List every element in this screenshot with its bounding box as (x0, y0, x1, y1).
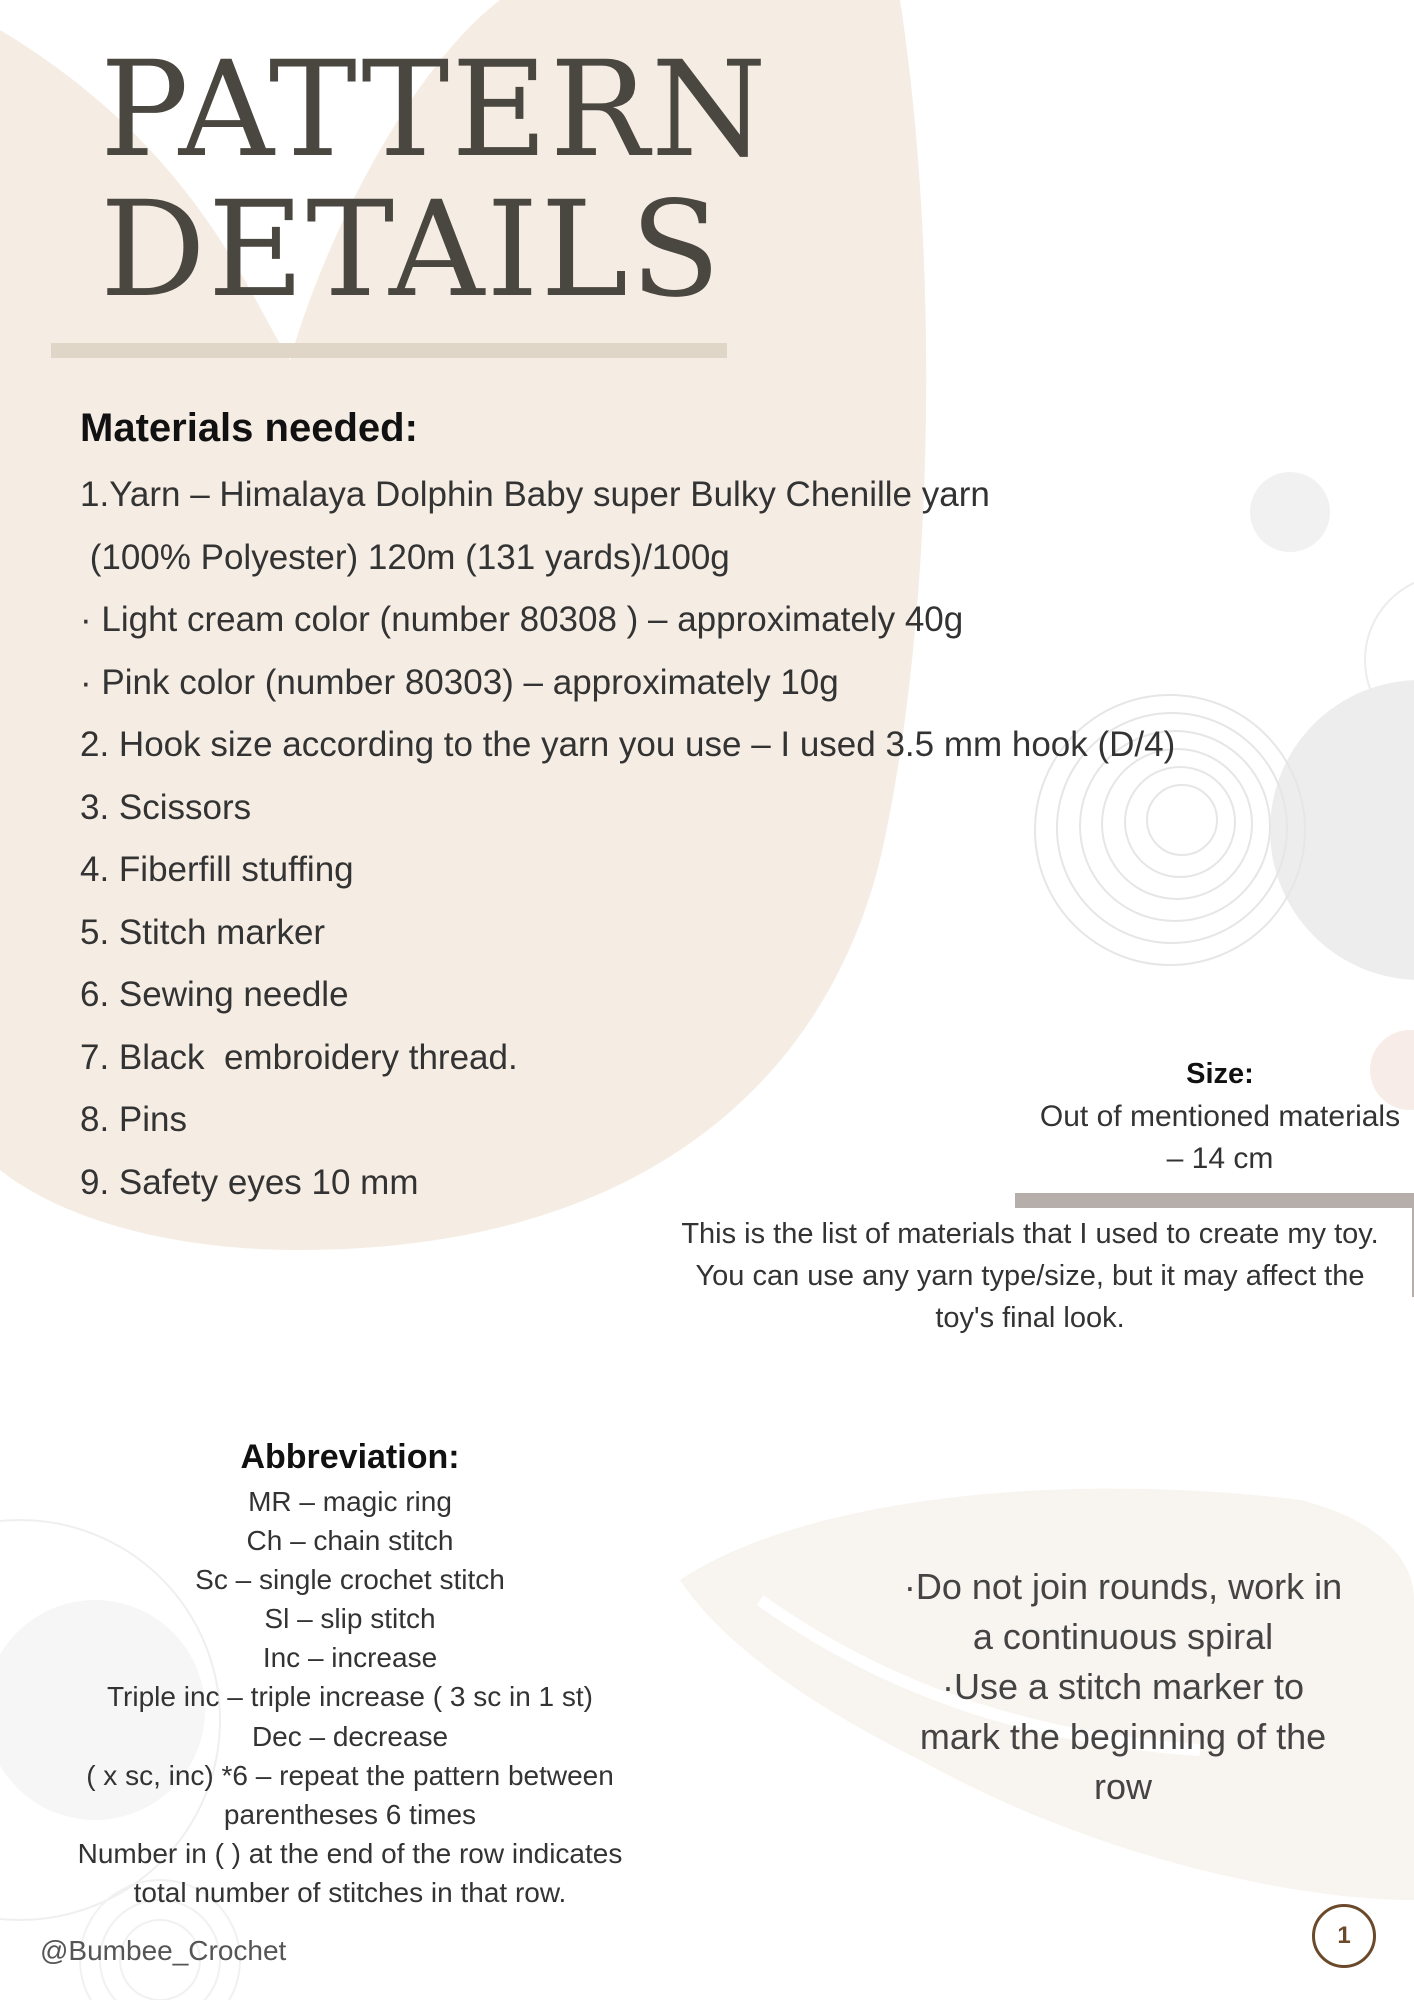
material-item: 2. Hook size according to the yarn you use – I used 3.5 mm hook (D/4) (80, 725, 1176, 764)
abbreviation-item: parentheses 6 times (223, 1798, 477, 1830)
note-line-2: You can use any yarn type/size, but it may affect the (695, 1260, 1365, 1292)
note-line-1: This is the list of materials that I used to create my toy. (681, 1218, 1379, 1250)
materials-note (650, 1213, 1410, 1339)
abbreviation-item: MR – magic ring (248, 1486, 452, 1517)
note-line-3: toy's final look. (935, 1302, 1125, 1334)
material-item: 1.Yarn – Himalaya Dolphin Baby super Bulky Chenille yarn (80, 475, 990, 514)
abbreviation-item: Triple inc – triple increase ( 3 sc in 1 st) (106, 1681, 594, 1713)
abbreviation-block (40, 1432, 660, 1912)
gray-circle (1270, 680, 1414, 980)
size-heading: Size: (1186, 1058, 1254, 1090)
page-title (100, 33, 769, 327)
tip-line: ·Use a stitch marker to (941, 1666, 1305, 1707)
material-item: 6. Sewing needle (80, 975, 349, 1014)
title-divider (51, 343, 727, 358)
author-handle: @Bumbee_Crochet (40, 1935, 287, 1966)
abbreviation-item: Sc – single crochet stitch (195, 1564, 505, 1596)
page-number-badge: 1 (1312, 1904, 1376, 1968)
abbreviation-item: ( x sc, inc) *6 – repeat the pattern between (86, 1759, 614, 1791)
abbreviation-item: Sl – slip stitch (264, 1603, 436, 1635)
abbreviation-item: Ch – chain stitch (246, 1525, 454, 1557)
material-item: 3. Scissors (80, 787, 252, 827)
material-item: 9. Safety eyes 10 mm (80, 1162, 419, 1202)
tips-block (880, 1562, 1366, 1812)
tip-line: mark the beginning of the (919, 1716, 1327, 1757)
material-item: · Light cream color (number 80308 ) – approximately 40g (80, 600, 964, 639)
abbreviation-list (40, 1482, 660, 1912)
abbreviation-heading: Abbreviation: (240, 1438, 460, 1476)
abbreviation-item: Number in ( ) at the end of the row indicates (77, 1837, 623, 1869)
materials-heading: Materials needed: (80, 406, 418, 450)
abbreviation-item: Inc – increase (262, 1642, 438, 1674)
size-line-2: – 14 cm (1166, 1142, 1274, 1175)
tip-line: a continuous spiral (972, 1616, 1274, 1657)
abbreviation-item: total number of stitches in that row. (133, 1876, 567, 1908)
tip-line: row (1093, 1766, 1152, 1807)
material-item: 4. Fiberfill stuffing (80, 850, 354, 889)
size-line-1: Out of mentioned materials (1039, 1100, 1401, 1133)
material-item: 5. Stitch marker (80, 912, 326, 952)
size-block (1010, 1052, 1414, 1180)
material-item: 8. Pins (80, 1100, 187, 1139)
dot-circle (1250, 472, 1330, 552)
material-item: 7. Black embroidery thread. (80, 1037, 518, 1077)
title-line-1: PATTERN (100, 33, 769, 187)
material-item: (100% Polyester) 120m (131 yards)/100g (80, 537, 730, 577)
abbreviation-item: Dec – decrease (251, 1720, 449, 1752)
title-line-2: DETAILS (100, 173, 723, 327)
size-divider (1015, 1193, 1414, 1208)
material-item: · Pink color (number 80303) – approximately 10g (80, 662, 839, 702)
tip-line: ·Do not join rounds, work in (903, 1566, 1343, 1607)
